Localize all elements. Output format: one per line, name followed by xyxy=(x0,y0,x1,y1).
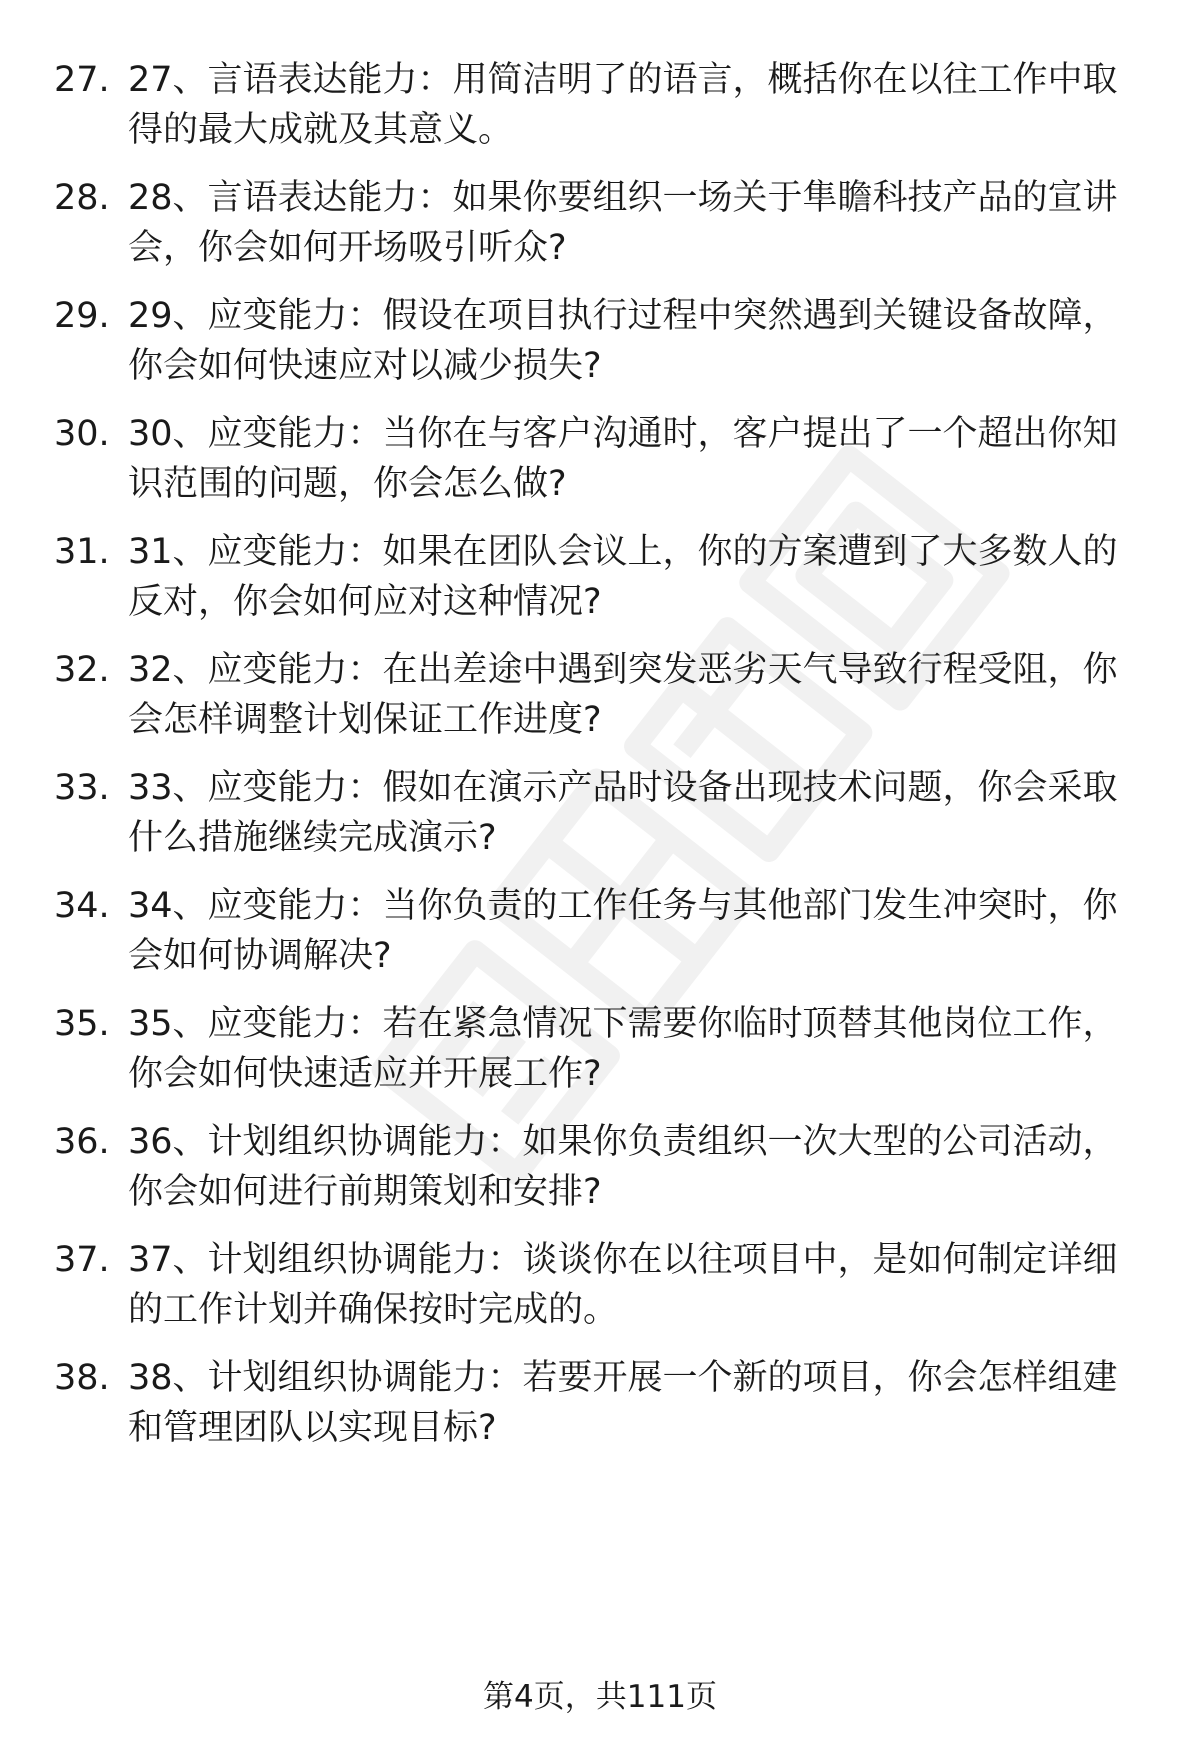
question-text: 35、应变能力：若在紧急情况下需要你临时顶替其他岗位工作，你会如何快速适应并开展工作? xyxy=(128,1004,1118,1094)
list-item xyxy=(0,291,1200,401)
question-number: 37. xyxy=(54,1240,110,1280)
question-text: 32、应变能力：在出差途中遇到突发恶劣天气导致行程受阻，你会怎样调整计划保证工作进度? xyxy=(128,650,1118,740)
question-text: 36、计划组织协调能力：如果你负责组织一次大型的公司活动，你会如何进行前期策划和安排? xyxy=(128,1122,1118,1212)
page-footer: 第4页，共111页 xyxy=(483,1679,717,1715)
list-item xyxy=(0,999,1200,1109)
question-number: 38. xyxy=(54,1358,110,1398)
question-number: 29. xyxy=(54,296,110,336)
list-item xyxy=(0,763,1200,873)
question-number: 31. xyxy=(54,532,110,572)
list-item xyxy=(0,55,1200,165)
list-item xyxy=(0,1117,1200,1227)
question-text: 33、应变能力：假如在演示产品时设备出现技术问题，你会采取什么措施继续完成演示? xyxy=(128,768,1118,858)
list-item xyxy=(0,409,1200,519)
question-number: 34. xyxy=(54,886,110,926)
question-number: 28. xyxy=(54,178,110,218)
question-text: 34、应变能力：当你负责的工作任务与其他部门发生冲突时，你会如何协调解决? xyxy=(128,886,1118,976)
question-number: 36. xyxy=(54,1122,110,1162)
question-text: 27、言语表达能力：用简洁明了的语言，概括你在以往工作中取得的最大成就及其意义。 xyxy=(128,60,1118,150)
list-item xyxy=(0,527,1200,637)
question-text: 29、应变能力：假设在项目执行过程中突然遇到关键设备故障，你会如何快速应对以减少损失? xyxy=(128,296,1118,386)
question-number: 30. xyxy=(54,414,110,454)
question-text: 28、言语表达能力：如果你要组织一场关于隼瞻科技产品的宣讲会，你会如何开场吸引听众? xyxy=(128,178,1118,268)
question-number: 35. xyxy=(54,1004,110,1044)
question-number: 27. xyxy=(54,60,110,100)
question-text: 38、计划组织协调能力：若要开展一个新的项目，你会怎样组建和管理团队以实现目标? xyxy=(128,1358,1118,1448)
list-item xyxy=(0,1235,1200,1345)
question-number: 32. xyxy=(54,650,110,690)
list-item xyxy=(0,173,1200,283)
list-item xyxy=(0,881,1200,991)
question-text: 30、应变能力：当你在与客户沟通时，客户提出了一个超出你知识范围的问题，你会怎么做? xyxy=(128,414,1118,504)
list-item xyxy=(0,1353,1200,1463)
question-text: 37、计划组织协调能力：谈谈你在以往项目中，是如何制定详细的工作计划并确保按时完成的。 xyxy=(128,1240,1118,1330)
question-text: 31、应变能力：如果在团队会议上，你的方案遭到了大多数人的反对，你会如何应对这种情况? xyxy=(128,532,1118,622)
list-item xyxy=(0,645,1200,755)
question-number: 33. xyxy=(54,768,110,808)
